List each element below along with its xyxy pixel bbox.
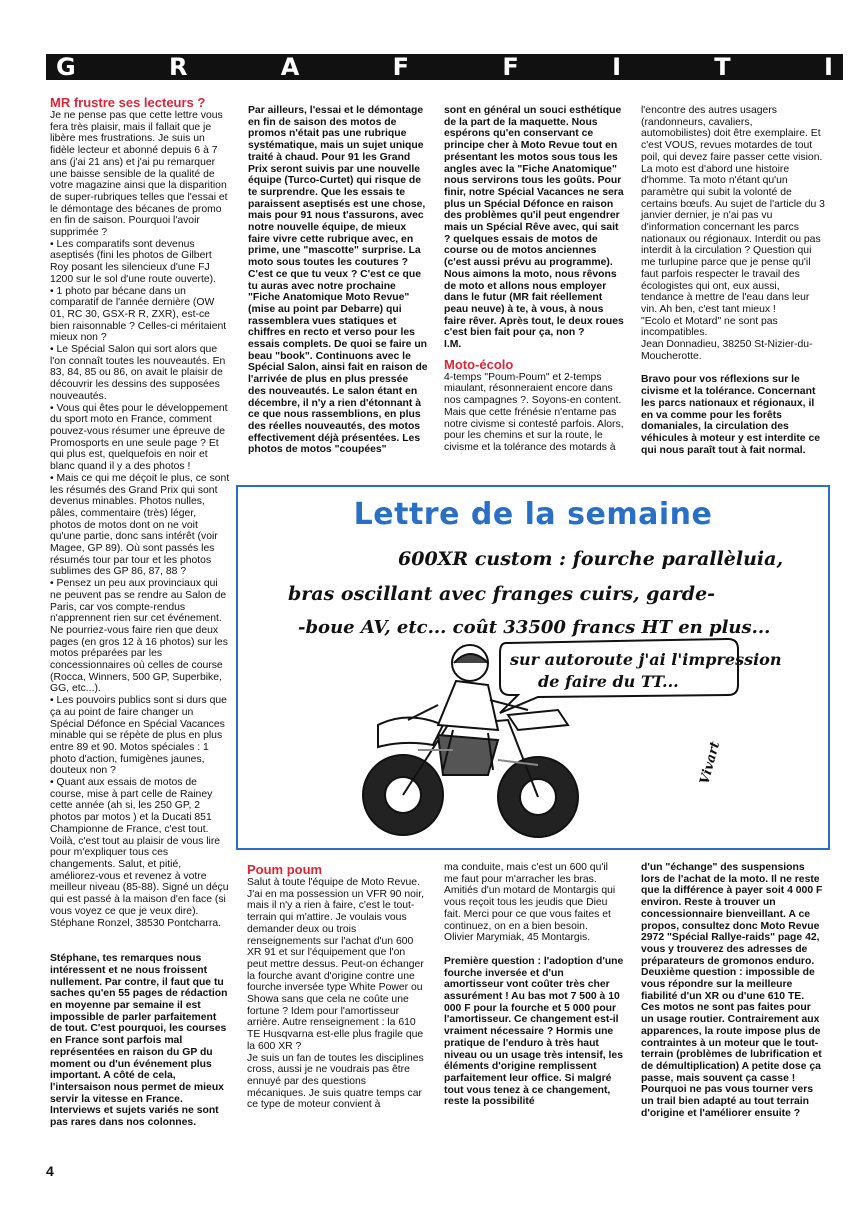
letter-signature: Olivier Marymiak, 45 Montargis. xyxy=(444,932,591,944)
speech-bubble-line: sur autoroute j'ai l'impression xyxy=(510,650,782,669)
letter-paragraph: • Vous qui êtes pour le développement du sport moto en France, comment pouvez-vous résumer une épreuve de Promosports en une seule page ? Et qui plus est, quelquefois en noir et blanc quand il y a des photos ! xyxy=(50,402,228,473)
banner-letter: A xyxy=(280,53,300,81)
cartoon-illustration xyxy=(238,535,828,847)
banner-letter: G xyxy=(56,53,76,81)
letter-column-3 xyxy=(444,105,624,454)
letter-paragraph: • Le Spécial Salon qui sort alors que l'on connaît toutes les nouveautés. En 83, 84, 85 ou 86, on avait le plaisir de découvrir les dessins des supposées nouveautés. xyxy=(50,344,226,402)
reply-column-2 xyxy=(248,105,428,456)
banner-letter: I xyxy=(823,53,833,81)
letter-paragraph: ma conduite, mais c'est un 600 qu'il me faut pour m'arracher les bras. Amitiés d'un motard de Montargis qui vous reçoit tous les jeudis que Dieu fait. Merci pour ce que vous faites et continuez, on en a bien besoin. xyxy=(444,862,616,932)
letter-title: MR frustre ses lecteurs ? xyxy=(50,95,206,110)
reply-signature: I.M. xyxy=(444,339,462,351)
letter-column-1 xyxy=(50,95,230,1129)
letter-paragraph: • Quant aux essais de motos de course, mise à part celle de Rainey cette année (ah si, les 250 GP, 2 photos par motos ) et la Ducati 851 Championne de France, c'est tout. Voilà, c'est tout au plaisir de vous lire pour m'expliquer tous ces changements. Salut, et pitié, améliorez-vous et revenez à votre meilleur niveau (85-88). Signé un déçu qui est passé à la maison d'en face (si vous voyez ce que je veux dire). xyxy=(50,777,229,917)
banner-letter: F xyxy=(392,53,410,81)
letter-paragraph: 4-temps "Poum-Poum" et 2-temps miaulant, résonneraient encore dans nos campagnes ?. Soyons-en content. Mais que cette frénésie n'entame pas notre civisme si contesté parfois. Alors, pour les chemins et sur la route, le civisme et la tolérance des motards à xyxy=(444,371,624,453)
letter-paragraph: La moto est d'abord une histoire d'homme. Ta moto n'étant qu'un paramètre qui subit la volonté de certains bœufs. Au sujet de l'article du 3 janvier dernier, je n'ai pas vu d'information concernant les parcs nationaux ou régionaux. Interdit ou pas interdit à la circulation ? Question qui me turlupine parce que je pense qu'il faut parfois respecter le travail des écologistes qui ont, eux aussi, tendance à mettre de l'eau dans leur vin. Ah ben, c'est tant mieux ! xyxy=(641,163,825,315)
editor-reply: d'un "échange" des suspensions lors de l'achat de la moto. Il ne reste que la différence à payer soit 4 000 F environ. Reste à trouver un concessionnaire bienveillant. A ce propos, consultez donc Moto Revue 2972 "Spécial Rallye-raids" page 42, vous y trouverez des adresses de préparateurs de gromonos enduro. Deuxième question : impossible de vous répondre sur la meilleure fiabilité d'un XR ou d'une 610 TE. Ces motos ne sont pas faites pour un usage routier. Contrairement aux apparences, la route impose plus de contraintes à un moteur que le tout-terrain (problèmes de lubrification et de démultiplication) A petite dose ça passe, mais souvent ça casse ! Pourquoi ne pas vous tourner vers un trail bien adapté au tout terrain d'origine et l'améliorer ensuite ? xyxy=(641,862,823,1119)
letter-title: Poum poum xyxy=(247,862,323,877)
editor-reply: sont en général un souci esthétique de la part de la maquette. Nous espérons qu'en conservant ce principe cher à Moto Revue tout en présentant les motos sous tous les angles avec la "Fiche Anatomique" nous servirons tous les goûts. Pour finir, notre Spécial Vacances ne sera plus un Spécial Défonce en raison des problèmes qu'il peut engendrer mais un Spécial Rêve avec, qui sait ? quelques essais de motos de course ou de motos anciennes (c'est aussi prévu au programme). Nous aimons la moto, nous rêvons de moto et allons nous employer dans le futur (MR fait réellement peau neuve) à te, à vous, à nous faire rêver. Après tout, le deux roues c'est bien fait pour ça, non ? xyxy=(444,105,624,339)
letter-paragraph: Je suis un fan de toutes les disciplines cross, aussi je ne voudrais pas être ennuyé par des questions mécaniques. Je suis quatre temps car ce type de moteur convient à xyxy=(247,1052,424,1111)
cartoon-caption-line: -boue AV, etc... coût 33500 francs HT en plus... xyxy=(298,617,771,638)
artist-signature: Vivart xyxy=(697,739,724,787)
letter-column-6 xyxy=(444,862,624,1108)
box-title: Lettre de la semaine xyxy=(353,497,713,532)
editor-reply: Par ailleurs, l'essai et le démontage en fin de saison des motos de promos n'était pas une rubrique systématique, mais un sujet unique traité à chaud. Pour 91 les Grand Prix seront suivis par une nouvelle équipe (Turco-Curtet) qui risque de te surprendre. Que les essais te paraissent aseptisés est une chose, mais pour 91 nous t'assurons, avec notre nouvelle équipe, de mieux faire vivre cette rubrique avec, en prime, une "mascotte" surprise. La moto sous toutes les coutures ? C'est ce que tu veux ? C'est ce que tu auras avec notre prochaine "Fiche Anatomique Moto Revue" (mise au point par Debarre) qui rassemblera vues statiques et chiffres en recto et verso pour les essais complets. De quoi se faire un beau "book". Continuons avec le Spécial Salon, ainsi fait en raison de l'arrivée de plus en plus pressée des nouveautés. Le salon étant en décembre, il n'y a rien d'étonnant à ce que nous rassemblions, en plus des réelles nouveautés, des motos effectivement déjà présentées. Les photos de motos "coupées" xyxy=(248,105,428,456)
letter-paragraph: • Les comparatifs sont devenus aseptisés (fini les photos de Gilbert Roy posant les silencieux d'une FJ 1200 sur le sol d'une route ouverte). xyxy=(50,238,217,285)
page-number: 4 xyxy=(46,1163,54,1179)
editor-reply: Première question : l'adoption d'une fourche inversée et d'un amortisseur vont coûter très cher assurément ! Au bas mot 7 500 à 10 000 F pour la fourche et 5 000 pour l'amortisseur. Ce changement est-il vraiment nécessaire ? Hormis une pratique de l'enduro à très haut niveau ou un usage très intensif, les éléments d'origine remplissent parfaitement leur office. Si malgré tout vous tenez à ce changement, reste la possibilité xyxy=(444,955,624,1108)
letter-paragraph: l'encontre des autres usagers (randonneurs, cavaliers, automobilistes) doit être exemplaire. Et c'est VOUS, revues motardes de tout poil, qui devez faire passer cette vision. xyxy=(641,105,823,163)
letter-title: Moto-écolo xyxy=(444,356,514,372)
editor-reply: Stéphane, tes remarques nous intéressent et ne nous froissent nullement. Par contre, il faut que tu saches qu'en 55 pages de rédaction en moyenne par semaine il est impossible de parler parfaitement de tout. C'est pourquoi, les courses en France sont parfois mal représentées en raison du GP du moment ou d'un événement plus important. A côté de cela, l'intersaison nous permet de mieux servir la vitesse en France. Interviews et sujets variés ne sont pas rares dans nos colonnes. xyxy=(50,953,228,1129)
letter-paragraph: • Pensez un peu aux provinciaux qui ne peuvent pas se rendre au Salon de Paris, car vos compte-rendus n'apprennent rien sur cet événement. Ne pourriez-vous faire rien que deux pages (en gros 12 à 16 photos) sur les motos préparées par les concessionnaires où celles de course (Rocca, Winners, 500 GP, Superbike, GG, etc...). xyxy=(50,578,228,695)
letter-paragraph: • Les pouvoirs publics sont si durs que ça au point de faire changer un Spécial Défonce en Spécial Vacances minable qui se répète de plus en plus entre 89 et 90. Motos spéciales : 1 photo d'action, fumigènes jaunes, douteux non ? xyxy=(50,695,227,777)
speech-bubble-line: de faire du TT... xyxy=(538,672,679,691)
letter-column-5 xyxy=(247,862,427,1111)
letter-paragraph: Je ne pense pas que cette lettre vous fera très plaisir, mais il fallait que je libère mes frustrations. Je suis un fidèle lecteur et abonné depuis 6 à 7 ans (j'ai 21 ans) et j'ai pu remarquer une baisse sensible de la qualité de votre magazine ainsi que la disparition de super-rubriques telles que l'essai et le démontage des bécanes de promo en fin de saison. Pourquoi l'avoir supprimée ? xyxy=(50,110,228,239)
letter-paragraph: • 1 photo par bécane dans un comparatif de l'année dernière (OW 01, RC 30, GSX-R R, ZXR), est-ce bien raisonnable ? Celles-ci méritaient mieux non ? xyxy=(50,285,227,344)
letter-paragraph: "Ecolo et Motard" ne sont pas incompatibles. xyxy=(641,315,778,339)
letter-of-the-week-box xyxy=(236,485,830,850)
letter-signature: Jean Donnadieu, 38250 St-Nizier-du-Moucherotte. xyxy=(641,339,813,362)
banner-letter: F xyxy=(502,53,519,81)
cartoon-caption-line: bras oscillant avec franges cuirs, garde- xyxy=(288,583,716,605)
banner-letter: I xyxy=(612,53,621,81)
cartoon-caption-line: 600XR custom : fourche parallèluia, xyxy=(398,548,784,570)
reply-column-7 xyxy=(641,862,825,1119)
banner-letter: R xyxy=(169,53,188,81)
letter-paragraph: Salut à toute l'équipe de Moto Revue. J'ai en ma possession un VFR 90 noir, mais il n'y a rien à faire, c'est le tout-terrain qui m'attire. Je voulais vous demander deux ou trois renseignements sur l'achat d'un 600 XR 91 et sur l'équipement que l'on peut mettre dessus. Peut-on échanger la fourche avant d'origine contre une fourche inversée type White Power ou Showa sans que cela ne coûte une fortune ? Idem pour l'amortisseur arrière. Autre renseignement : la 610 TE Husqvarna est-elle plus fragile que la 600 XR ? xyxy=(247,877,424,1052)
letter-paragraph: • Mais ce qui me déçoit le plus, ce sont les résumés des Grand Prix qui sont devenus minables. Photos nulles, pâles, commentaire (très) léger, photos de motos dont on ne voit qu'une partie, donc sans intérêt (voir Magee, GP 89). Où sont passés les résumés tour par tour et les photos sublimes des GP 86, 87, 88 ? xyxy=(50,472,230,578)
banner-letter: T xyxy=(714,53,731,81)
letter-signature: Stéphane Ronzel, 38530 Pontcharra. xyxy=(50,917,221,929)
graffiti-banner xyxy=(46,54,843,80)
editor-reply: Bravo pour vos réflexions sur le civisme et la tolérance. Concernant les parcs nationaux et régionaux, il en va comme pour les forêts domaniales, la circulation des véhicules à moteur y est interdite ce qui nous paraît tout à fait normal. xyxy=(641,374,821,456)
letter-column-4 xyxy=(641,105,825,456)
